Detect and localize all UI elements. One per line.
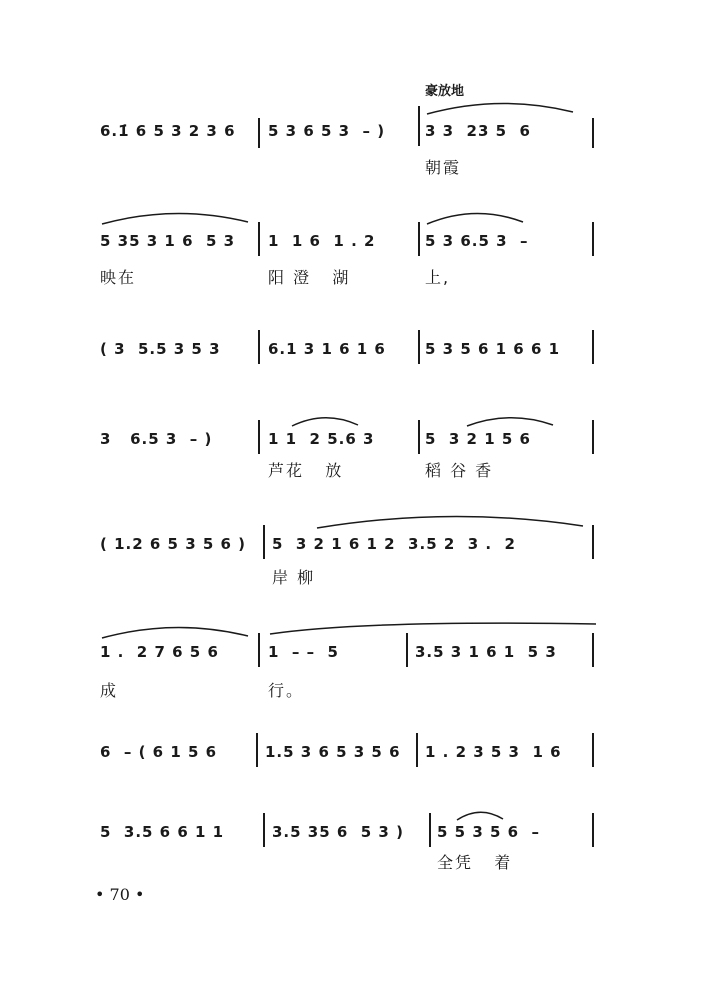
lyric: 上, [425, 268, 451, 287]
lyric: 全凭 着 [437, 853, 513, 872]
measure: 5 3 5 6 1 6 6 1 [425, 340, 561, 358]
measure: ( 1.2 6 5 3 5 6 ) [100, 535, 247, 553]
tempo-annotation: 豪放地 [425, 84, 465, 99]
notation-line-4 [0, 430, 710, 460]
measure: 3 6.5 3 – ) [100, 430, 213, 448]
barline [258, 118, 260, 148]
barline [258, 330, 260, 364]
lyric: 阳 澄 湖 [268, 268, 351, 287]
measure: 1 1 6 1 . 2 [268, 232, 376, 250]
measure: 5 3.5 6 6 1 1 [100, 823, 225, 841]
barline [592, 118, 594, 148]
barline [429, 813, 431, 847]
barline [592, 633, 594, 667]
barline [258, 420, 260, 454]
measure: 1 . 2 7 6 5 6 [100, 643, 219, 661]
barline [258, 222, 260, 256]
slur [425, 98, 575, 118]
slur [268, 618, 598, 638]
barline [406, 633, 408, 667]
measure: 5 3 2 1 5 6 [425, 430, 531, 448]
barline [592, 420, 594, 454]
measure: 6 – ( 6 1 5 6 [100, 743, 218, 761]
notation-line-7 [0, 743, 710, 773]
barline [592, 733, 594, 767]
measure: ( 3 5.5 3 5 3 [100, 340, 221, 358]
measure: 5 3 6 5 3 – ) [268, 122, 386, 140]
lyric: 朝霞 [425, 158, 462, 177]
barline [418, 330, 420, 364]
barline [418, 222, 420, 256]
notation-line-2 [0, 232, 710, 262]
barline [418, 106, 420, 146]
barline [592, 525, 594, 559]
slur [100, 208, 250, 228]
notation-line-1 [0, 122, 710, 152]
slur [315, 512, 585, 532]
barline [263, 525, 265, 559]
measure: 3.5 3 1 6 1 5 3 [415, 643, 557, 661]
lyric: 稻 谷 香 [425, 461, 494, 480]
page-number: • 70 • [95, 885, 145, 904]
slur [425, 208, 525, 228]
measure: 5 3 2 1 6 1 2 3.5 2 3 . 2 [272, 535, 516, 553]
slur [465, 413, 555, 429]
measure: 5 35 3 1 6 5 3 [100, 232, 236, 250]
measure: 6.1 3 1 6 1 6 [268, 340, 386, 358]
notation-line-8 [0, 823, 710, 853]
lyric: 成 [100, 681, 119, 700]
measure: 1 1 2 5.6 3 [268, 430, 375, 448]
barline [416, 733, 418, 767]
barline [592, 222, 594, 256]
barline [256, 733, 258, 767]
measure: 5 5 3 5 6 – [437, 823, 541, 841]
slur [290, 413, 360, 429]
slur [455, 808, 505, 822]
measure: 1 – – 5 [268, 643, 339, 661]
lyric: 芦花 放 [268, 461, 344, 480]
notation-line-3 [0, 340, 710, 370]
lyric: 岸 柳 [272, 568, 316, 587]
slur [100, 622, 250, 642]
measure: 6.1̇ 6 5 3 2 3 6 [100, 122, 236, 140]
measure: 1.5 3 6 5 3 5 6 [265, 743, 401, 761]
lyric: 行。 [268, 681, 305, 700]
lyric: 映在 [100, 268, 137, 287]
measure: 1 . 2 3 5 3 1 6 [425, 743, 562, 761]
barline [418, 420, 420, 454]
barline [592, 813, 594, 847]
barline [263, 813, 265, 847]
measure: 3.5 35 6 5 3 ) [272, 823, 404, 841]
barline [258, 633, 260, 667]
notation-line-5 [0, 535, 710, 565]
barline [592, 330, 594, 364]
measure: 3 3 23 5 6 [425, 122, 531, 140]
measure: 5 3 6.5 3 – [425, 232, 529, 250]
notation-line-6 [0, 643, 710, 673]
